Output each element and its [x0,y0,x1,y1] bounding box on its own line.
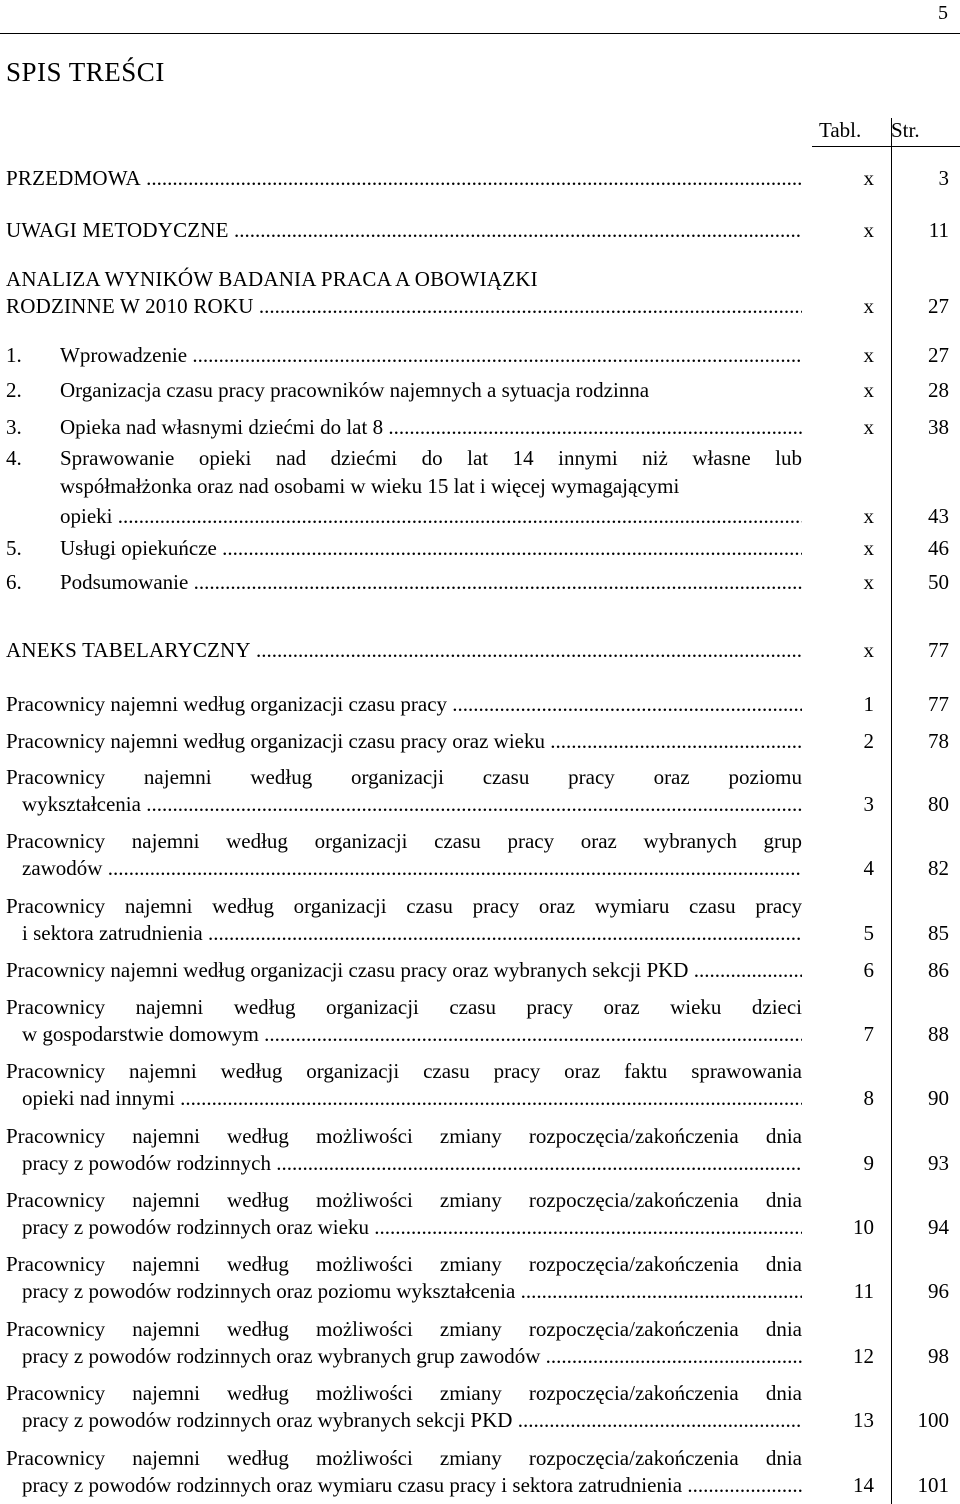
entry-tabl: 3 [863,792,874,816]
entry-tabl: x [863,638,874,662]
entry-tabl: 9 [863,1151,874,1175]
entry-page: 82 [928,856,949,880]
entry-tabl: 2 [863,729,874,753]
toc-chapter[interactable] [0,378,960,408]
entry-text: Pracownicy najemni według organizacji czasu pracy oraz wybranych sekcji PKD ..... [6,958,802,983]
entry-text-line2: pracy z powodów rodzinnych ..... [22,1151,802,1176]
entry-page: 27 [928,343,949,367]
entry-page: 38 [928,415,949,439]
toc-table-entry[interactable] [0,894,960,951]
entry-text-line2: pracy z powodów rodzinnych oraz wybranych grup zawodów ..... [22,1344,802,1369]
entry-page: 80 [928,792,949,816]
entry-page: 77 [928,692,949,716]
entry-text-line2: wykształcenia ..... [22,792,802,817]
chapter-number: 2. [6,378,22,402]
entry-text-line2: pracy z powodów rodzinnych oraz wybranych sekcji PKD ..... [22,1408,802,1433]
entry-text-line3: opieki ..... [60,504,802,529]
toc-table-entry[interactable] [0,765,960,822]
entry-text: Usługi opiekuńcze ..... [60,536,802,561]
toc-chapter[interactable] [0,570,960,600]
entry-text-line1: Pracownicy najemni według możliwości zmiany rozpoczęcia/zakończenia dnia [6,1188,802,1212]
entry-tabl: 10 [853,1215,874,1239]
entry-page: 98 [928,1344,949,1368]
toc-chapter[interactable] [0,343,960,373]
entry-text-line1: Pracownicy najemni według organizacji czasu pracy oraz poziomu [6,765,802,789]
entry-text-line1: Pracownicy najemni według możliwości zmiany rozpoczęcia/zakończenia dnia [6,1446,802,1470]
entry-tabl: 1 [863,692,874,716]
entry-text-line1: Pracownicy najemni według organizacji czasu pracy oraz wybranych grup [6,829,802,853]
entry-tabl: 6 [863,958,874,982]
toc-table-entry[interactable] [0,995,960,1052]
entry-page: 88 [928,1022,949,1046]
entry-page: 11 [928,218,949,242]
entry-tabl: x [863,166,874,190]
toc-table-entry[interactable] [0,829,960,886]
toc-table-entry[interactable] [0,1059,960,1116]
top-rule [0,33,960,34]
entry-page: 100 [917,1408,949,1432]
page-title: SPIS TREŚCI [6,57,165,87]
toc-entry[interactable] [0,638,960,668]
entry-page: 28 [928,378,949,402]
entry-text-line2: zawodów ..... [22,856,802,881]
entry-text-line1: Pracownicy najemni według możliwości zmiany rozpoczęcia/zakończenia dnia [6,1124,802,1148]
entry-page: 96 [928,1279,949,1303]
entry-text: Organizacja czasu pracy pracowników najemnych a sytuacja rodzinna [60,378,650,402]
toc-table-entry[interactable] [0,1252,960,1309]
entry-tabl: x [863,343,874,367]
column-header-str: Str. [891,118,920,142]
entry-text-line2: pracy z powodów rodzinnych oraz wieku ..... [22,1215,802,1240]
entry-text: Pracownicy najemni według organizacji czasu pracy oraz wieku ..... [6,729,802,754]
entry-page: 77 [928,638,949,662]
entry-tabl: x [863,218,874,242]
chapter-number: 3. [6,415,22,439]
entry-text-line2: RODZINNE W 2010 ROKU ..... [6,294,802,319]
chapter-number: 4. [6,446,22,470]
entry-text: Opieka nad własnymi dziećmi do lat 8 ..... [60,415,802,440]
toc-entry[interactable] [0,218,960,248]
chapter-number: 1. [6,343,22,367]
entry-page: 86 [928,958,949,982]
entry-page: 3 [938,166,949,190]
entry-text-line2: pracy z powodów rodzinnych oraz wymiaru czasu pracy i sektora zatrudnienia ..... [22,1473,802,1498]
chapter-number: 6. [6,570,22,594]
entry-text: PRZEDMOWA ..... [6,166,802,191]
entry-text-line2: pracy z powodów rodzinnych oraz poziomu wykształcenia ..... [22,1279,802,1304]
entry-text-line1: ANALIZA WYNIKÓW BADANIA PRACA A OBOWIĄZKI [6,267,538,291]
entry-text: Podsumowanie ..... [60,570,802,595]
entry-text-line2: opieki nad innymi ..... [22,1086,802,1111]
entry-text: UWAGI METODYCZNE ..... [6,218,802,243]
entry-tabl: 11 [853,1279,874,1303]
entry-tabl: x [863,415,874,439]
toc-table-entry[interactable] [0,1317,960,1374]
entry-page: 90 [928,1086,949,1110]
toc-table-entry[interactable] [0,1124,960,1181]
toc-table-entry[interactable] [0,1381,960,1438]
entry-page: 27 [928,294,949,318]
entry-tabl: 4 [863,856,874,880]
column-header-tabl: Tabl. [819,118,862,142]
entry-text-line1: Pracownicy najemni według możliwości zmiany rozpoczęcia/zakończenia dnia [6,1317,802,1341]
entry-text-line1: Pracownicy najemni według organizacji czasu pracy oraz wieku dzieci [6,995,802,1019]
entry-text-line1: Pracownicy najemni według możliwości zmiany rozpoczęcia/zakończenia dnia [6,1252,802,1276]
entry-page: 46 [928,536,949,560]
entry-text-line1: Sprawowanie opieki nad dziećmi do lat 14 innymi niż własne lub [60,446,802,470]
header-rule [812,146,960,147]
entry-page: 93 [928,1151,949,1175]
entry-page: 94 [928,1215,949,1239]
entry-page: 101 [917,1473,949,1497]
toc-table-entry[interactable] [0,692,960,722]
chapter-number: 5. [6,536,22,560]
toc-entry[interactable] [0,166,960,196]
entry-tabl: 12 [853,1344,874,1368]
entry-text-line2: i sektora zatrudnienia ..... [22,921,802,946]
toc-table-entry[interactable] [0,729,960,759]
entry-tabl: 7 [863,1022,874,1046]
entry-text: Pracownicy najemni według organizacji czasu pracy ..... [6,692,802,717]
toc-table-entry[interactable] [0,1446,960,1503]
entry-tabl: 8 [863,1086,874,1110]
entry-tabl: 13 [853,1408,874,1432]
entry-text: Wprowadzenie ..... [60,343,802,368]
entry-tabl: x [863,570,874,594]
entry-text-line1: Pracownicy najemni według organizacji czasu pracy oraz faktu sprawowania [6,1059,802,1083]
entry-tabl: x [863,536,874,560]
entry-page: 85 [928,921,949,945]
entry-text: ANEKS TABELARYCZNY ..... [6,638,802,663]
toc-chapter[interactable] [0,536,960,566]
toc-table-entry[interactable] [0,1188,960,1245]
toc-chapter[interactable] [0,446,960,534]
toc-entry[interactable] [0,267,960,324]
entry-text-line1: Pracownicy najemni według organizacji czasu pracy oraz wymiaru czasu pracy [6,894,802,918]
entry-tabl: 5 [863,921,874,945]
page-number: 5 [938,2,948,24]
entry-text-line1: Pracownicy najemni według możliwości zmiany rozpoczęcia/zakończenia dnia [6,1381,802,1405]
entry-tabl: 14 [853,1473,874,1497]
entry-page: 78 [928,729,949,753]
entry-page: 50 [928,570,949,594]
entry-text-line2: współmałżonka oraz nad osobami w wieku 15 lat i więcej wymagającymi [60,474,680,498]
entry-tabl: x [863,294,874,318]
entry-tabl: x [863,504,874,528]
toc-chapter[interactable] [0,415,960,445]
entry-page: 43 [928,504,949,528]
entry-text-line2: w gospodarstwie domowym ..... [22,1022,802,1047]
toc-table-entry[interactable] [0,958,960,988]
entry-tabl: x [863,378,874,402]
